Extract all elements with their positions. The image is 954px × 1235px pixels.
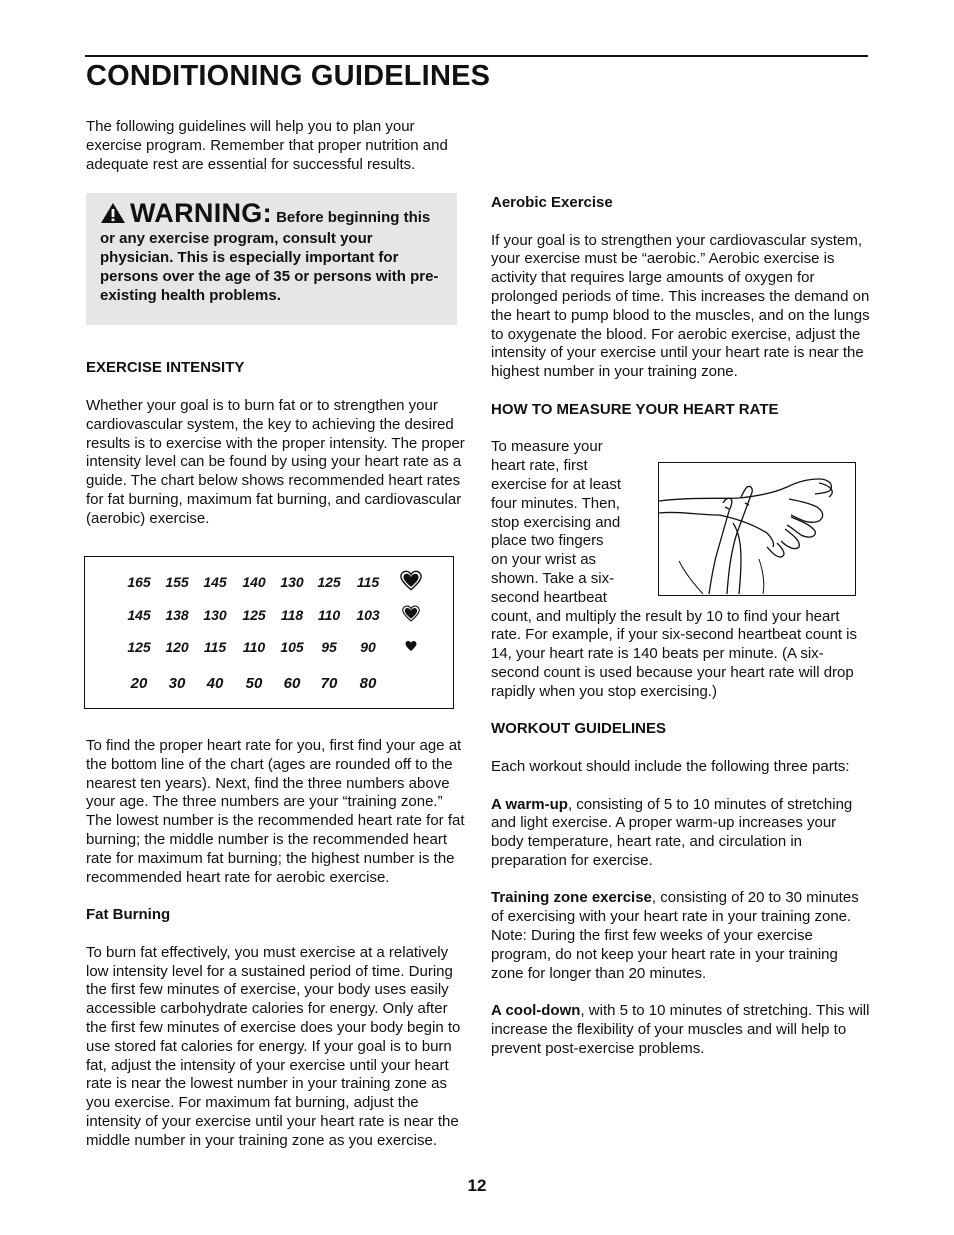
warning-text: this or any exercise program, consult your physician. This is especially important for persons over the age of 35 or persons with pre-existing health problems.: [100, 209, 439, 305]
heart-rate-value: 125: [127, 639, 151, 655]
aerobic-heading: Aerobic Exercise: [491, 194, 613, 211]
warning-label: WARNING:: [130, 198, 272, 229]
heart-rate-body-line: second heartbeat: [491, 588, 607, 606]
heart-rate-body-line: four minutes. Then,: [491, 494, 620, 512]
title-rule: [85, 55, 868, 57]
heart-rate-value: 110: [317, 607, 341, 623]
heart-rate-value: 120: [165, 639, 189, 655]
heart-rate-body-line: place two fingers: [491, 532, 604, 550]
heart-rate-value: 105: [280, 639, 304, 655]
heart-rate-value: 125: [242, 607, 266, 623]
warning-triangle-icon: [100, 202, 126, 229]
workout-part-training: Training zone exercise, consisting of 20 to 30 minutes of exercising with your heart rate in your training zone. Note: During the first few weeks of your exercise program, do not keep your heart rate in your training zone for longer than 20 minutes.: [491, 889, 859, 982]
age-value: 20: [130, 675, 148, 692]
heart-rate-value: 165: [127, 574, 151, 590]
heart-rate-body-line: stop exercising and: [491, 513, 621, 531]
heart-rate-value: 130: [280, 574, 304, 590]
heart-rate-value: 90: [360, 639, 376, 655]
age-value: 30: [168, 675, 186, 692]
heart-rate-value: 115: [203, 639, 227, 655]
heart-rate-body-rest: count, and multiply the result by 10 to find your heart rate. For example, if your six-second heartbeat count is 14, your heart rate is 140 beats per minute. (A six-second count is used because your heart rate will drop rapidly when you stop exercising.): [491, 607, 858, 700]
exercise-intensity-body: Whether your goal is to burn fat or to strengthen your cardiovascular system, the key to achieving the desired results is to exercise with the proper intensity. The proper intensity level can be found by using your heart rate as a guide. The chart below shows recommended heart rates for fat burning, maximum fat burning, and cardiovascular (aerobic) exercise.: [86, 396, 465, 527]
left-column-lower: [86, 737, 466, 1151]
page-number: 12: [467, 1176, 487, 1195]
page-title: CONDITIONING GUIDELINES: [86, 60, 491, 92]
age-value: 60: [283, 675, 301, 692]
heart-rate-value: 125: [317, 574, 341, 590]
age-value: 80: [359, 675, 377, 692]
workout-part-cooldown: A cool-down, with 5 to 10 minutes of stretching. This will increase the flexibility of your muscles and will help to prevent post-exercise problems.: [491, 1002, 870, 1057]
heart-rate-value: 140: [242, 574, 266, 590]
warning-box: [86, 193, 457, 325]
heart-rate-value: 118: [280, 607, 304, 623]
heart-rate-body-wrapped: [491, 438, 631, 607]
workout-heading: WORKOUT GUIDELINES: [491, 720, 666, 738]
heart-rate-body-line: heart rate, first: [491, 457, 588, 475]
heart-rate-value: 155: [165, 574, 189, 590]
medium-heart-icon: [402, 605, 420, 628]
heart-rate-value: 145: [127, 607, 151, 623]
heart-rate-heading: HOW TO MEASURE YOUR HEART RATE: [491, 400, 779, 418]
aerobic-body: If your goal is to strengthen your cardiovascular system, your exercise must be “aerobic.” Aerobic exercise is activity that requires large amounts of oxygen for prolonged periods of time. This increases the demand on the heart to pump blood to the muscles, and on the lungs to oxygenate the blood. For aerobic exercise, adjust the intensity of your exercise until your heart rate is near the highest number in your training zone.: [491, 231, 870, 381]
intro-paragraph: The following guidelines will help you to plan your exercise program. Remember that proper nutrition and adequate rest are essential for successful results.: [86, 118, 448, 173]
age-value: 70: [320, 675, 338, 692]
heart-rate-value: 95: [321, 639, 337, 655]
heart-rate-value: 130: [203, 607, 227, 623]
chart-explanation: To find the proper heart rate for you, first find your age at the bottom line of the chart (ages are rounded off to the nearest ten years). Next, find the three numbers above your age. The three numbers are your “training zone.” The lowest number is the recommended heart rate for fat burning; the middle number is the recommended heart rate for maximum fat burning; the highest number is the recommended heart rate for aerobic exercise.: [86, 737, 465, 886]
fat-burning-body: To burn fat effectively, you must exercise at a relatively low intensity level for a sustained period of time. During the first few minutes of exercise, your body uses easily accessible carbohydrate calories for energy. Only after the first few minutes of exercise does your body begin to use stored fat calories for energy. If your goal is to burn fat, adjust the intensity of your exercise until your heart rate is near the lowest number in your training zone as you exercise. For maximum fat burning, adjust the intensity of your exercise until your heart rate is near the middle number in your training zone as you exercise.: [86, 943, 461, 1149]
heart-rate-value: 103: [356, 607, 380, 623]
heart-rate-body-line: To measure your: [491, 438, 603, 456]
wrist-pulse-illustration: [658, 462, 856, 596]
right-column-aerobic: [491, 194, 871, 1059]
heart-rate-body-line: shown. Take a six-: [491, 569, 615, 587]
heart-rate-chart: [84, 556, 454, 709]
warning-text-first: Before beginning: [276, 209, 400, 227]
age-value: 50: [245, 675, 263, 692]
heart-rate-value: 138: [165, 607, 189, 623]
heart-rate-value: 115: [356, 574, 380, 590]
exercise-intensity-heading: EXERCISE INTENSITY: [86, 359, 245, 377]
heart-rate-value: 145: [203, 574, 227, 590]
fat-burning-heading: Fat Burning: [86, 906, 171, 924]
heart-rate-body-line: on your wrist as: [491, 551, 597, 569]
large-heart-icon: [400, 570, 422, 597]
small-heart-icon: [405, 639, 417, 657]
heart-rate-value: 110: [242, 639, 266, 655]
workout-part-warmup: A warm-up, consisting of 5 to 10 minutes of stretching and light exercise. A proper warm-up increases your body temperature, heart rate, and circulation in preparation for exercise.: [491, 795, 853, 869]
age-value: 40: [206, 675, 224, 692]
left-column: [86, 118, 466, 529]
workout-intro: Each workout should include the following three parts:: [491, 757, 850, 775]
heart-rate-body-line: exercise for at least: [491, 475, 622, 493]
